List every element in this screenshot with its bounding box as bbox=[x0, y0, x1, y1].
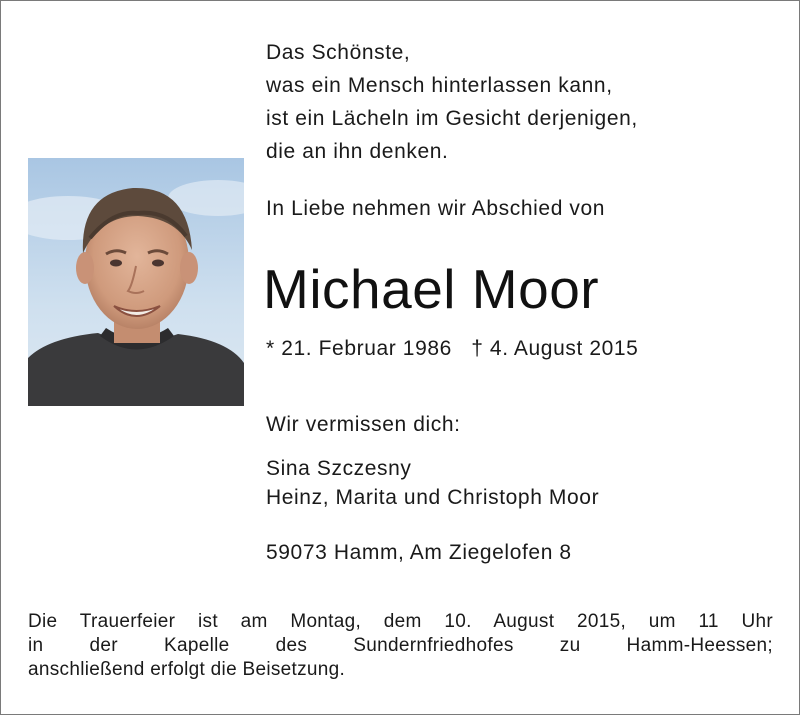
poem-line: die an ihn denken. bbox=[266, 140, 449, 163]
deceased-name: Michael Moor bbox=[263, 258, 600, 320]
intro-text: In Liebe nehmen wir Abschied von bbox=[266, 197, 606, 220]
mourner-name: Heinz, Marita und Christoph Moor bbox=[266, 486, 600, 509]
poem-line: ist ein Lächeln im Gesicht derjenigen, bbox=[266, 107, 638, 130]
poem-line: Das Schönste, bbox=[266, 41, 411, 64]
funeral-line: Die Trauerfeier ist am Montag, dem 10. August 2015, um 11 Uhr bbox=[28, 611, 773, 632]
poem-line: was ein Mensch hinterlassen kann, bbox=[266, 74, 613, 97]
miss-heading: Wir vermissen dich: bbox=[266, 413, 461, 436]
funeral-info bbox=[28, 610, 773, 682]
life-dates: * 21. Februar 1986 † 4. August 2015 bbox=[266, 337, 639, 360]
mourner-name: Sina Szczesny bbox=[266, 457, 412, 480]
portrait-photo bbox=[28, 158, 244, 406]
funeral-line: anschließend erfolgt die Beisetzung. bbox=[28, 659, 346, 680]
poem bbox=[266, 36, 638, 168]
address: 59073 Hamm, Am Ziegelofen 8 bbox=[266, 541, 572, 564]
funeral-line: in der Kapelle des Sundernfriedhofes zu Hamm-Heessen; bbox=[28, 635, 773, 656]
